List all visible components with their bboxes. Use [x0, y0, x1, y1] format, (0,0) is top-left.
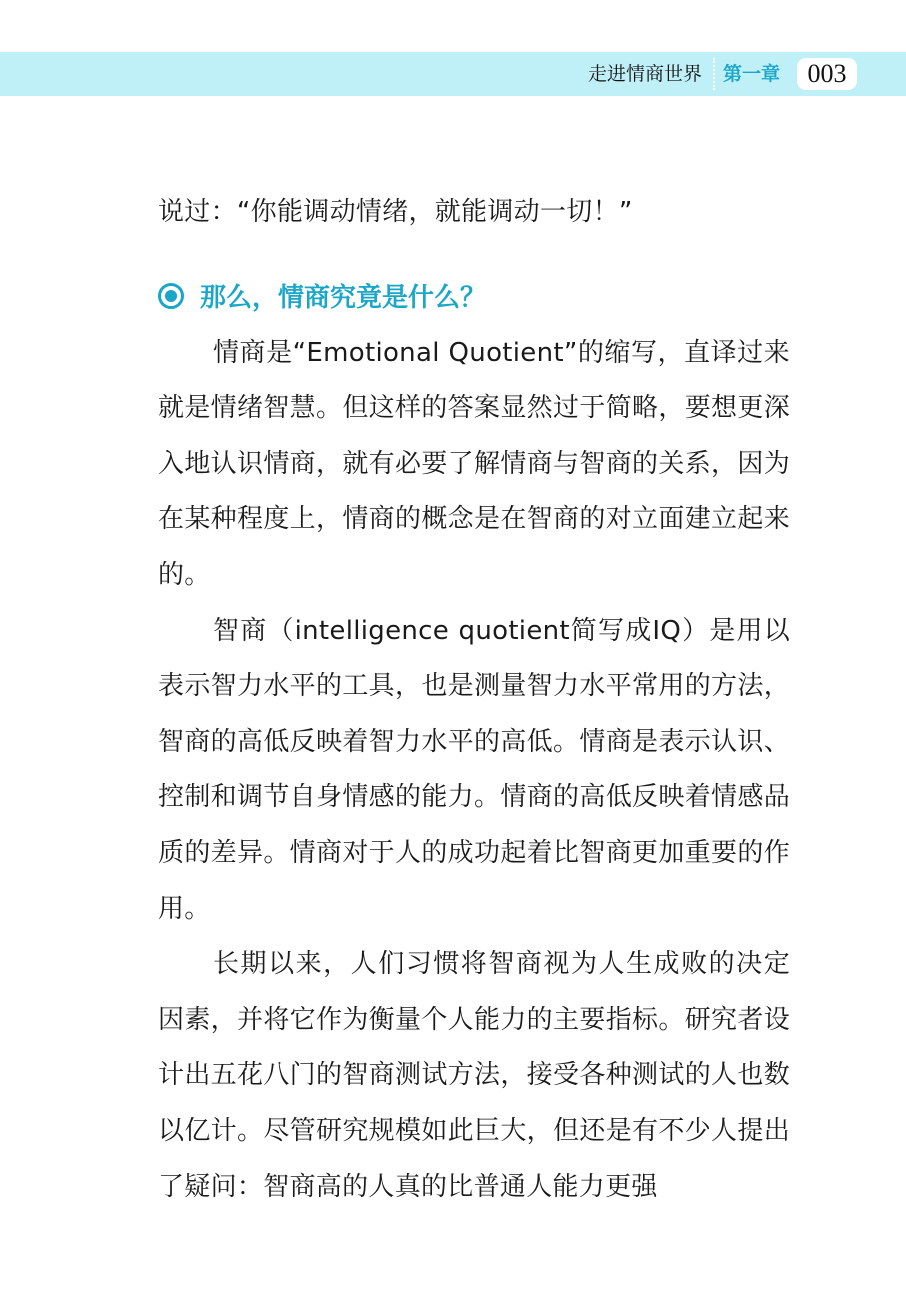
body-paragraph-1: 情商是“Emotional Quotient”的缩写，直译过来就是情绪智慧。但这样的答案显然过于简略，要想更深入地认识情商，就有必要了解情商与智商的关系，因为在某种程度上，情商的概念是在智商的对立面建立起来的。: [158, 337, 790, 590]
section-heading: [158, 271, 790, 326]
page-number: 003: [797, 58, 857, 90]
header-divider: [713, 58, 715, 90]
body-paragraph-3: 长期以来，人们习惯将智商视为人生成败的决定因素，并将它作为衡量个人能力的主要指标。研究者设计出五花八门的智商测试方法，接受各种测试的人也数以亿计。尽管研究规模如此巨大，但还是有不少人提出了疑问：智商高的人真的比普通人能力更强: [158, 949, 790, 1202]
page-body: [158, 185, 790, 1215]
running-header-chapter: 第一章: [723, 63, 781, 85]
body-paragraph-2: 智商（intelligence quotient简写成IQ）是用以表示智力水平的工具，也是测量智力水平常用的方法，智商的高低反映着智力水平的高低。情商是表示认识、控制和调节自身情感的能力。情商的高低反映着情感品质的差异。情商对于人的成功起着比智商更加重要的作用。: [158, 615, 790, 924]
running-header-book-title: 走进情商世界: [587, 63, 702, 85]
continued-quote-line: 说过：“你能调动情绪，就能调动一切！”: [158, 197, 633, 227]
double-circle-bullet-icon: [158, 283, 184, 309]
section-heading-text: 那么，情商究竟是什么？: [200, 282, 487, 313]
